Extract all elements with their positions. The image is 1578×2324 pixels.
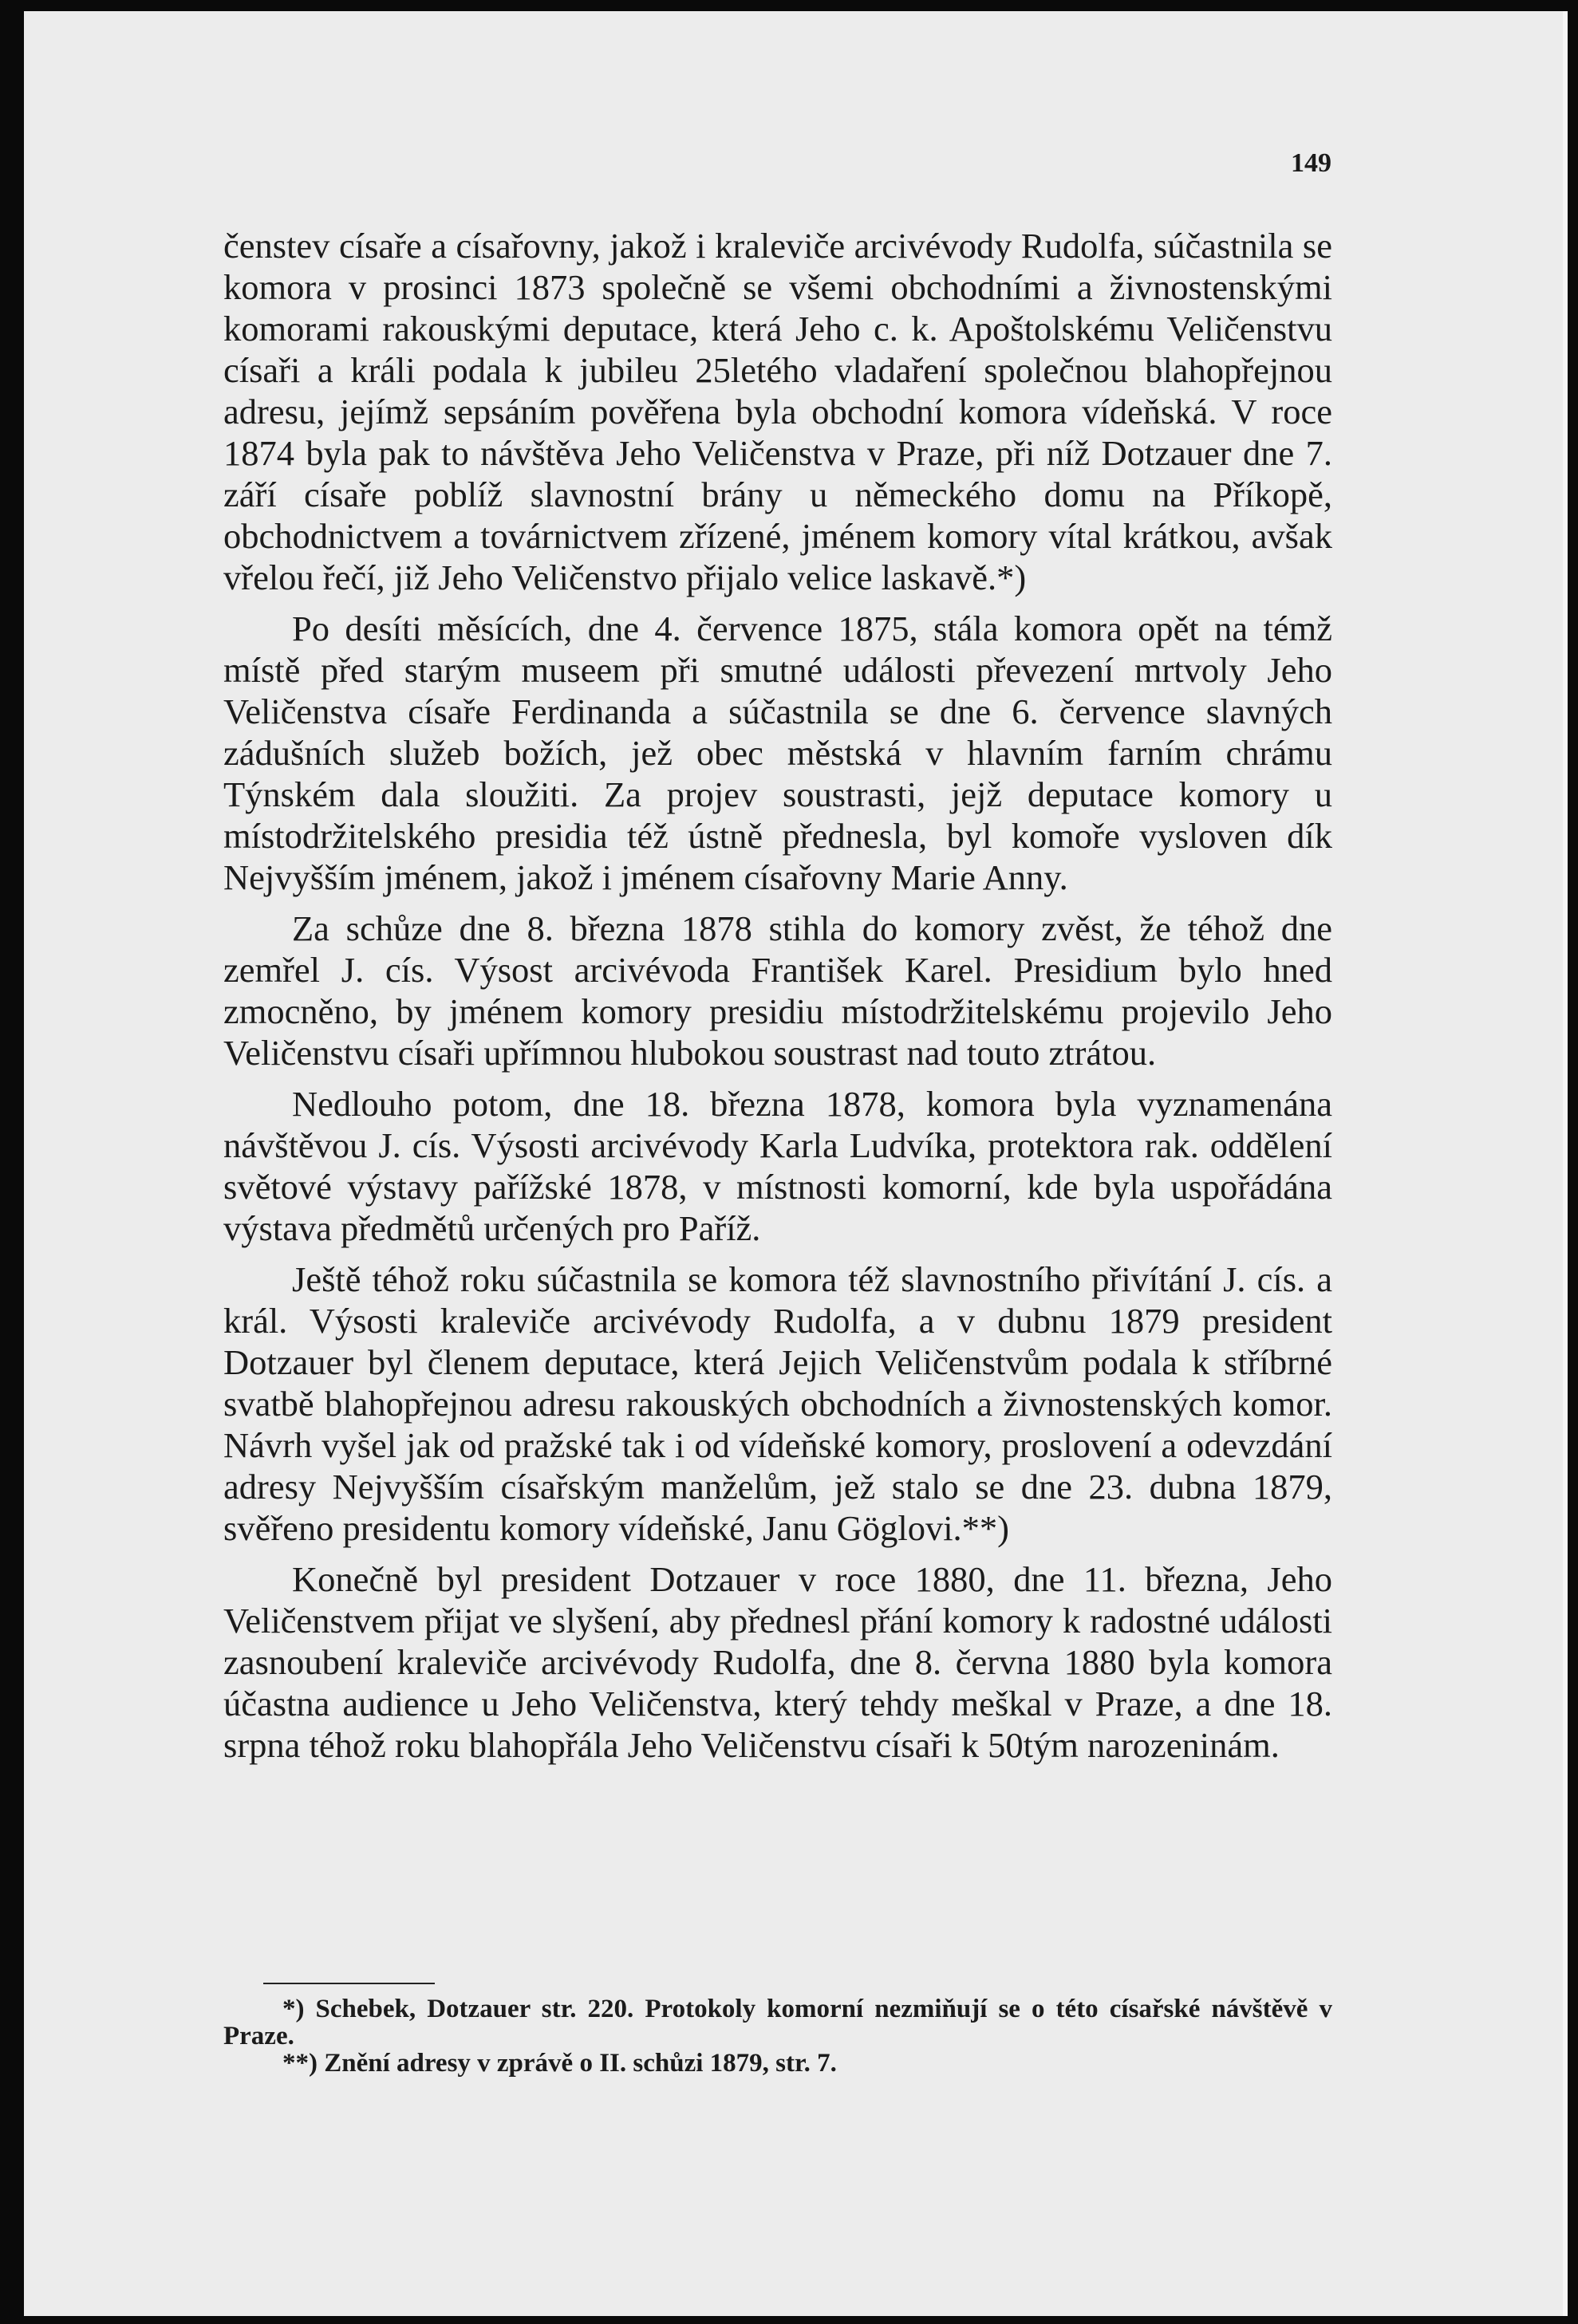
main-text [223,225,1332,1775]
paragraph-audience: Konečně byl president Dotzauer v roce 1880, dne 11. března, Jeho Veličenstvem přijat ve slyšení, aby přednesl přání komory k radostné události zasnoubení kraleviče arcivévody Rudolfa, dne 8. června 1880 byla komora účastna audience u Jeho Veličenstva, který tehdy meškal v Praze, a dne 18. srpna téhož roku blahopřála Jeho Veličenstvu císaři k 50tým narozeninám. [223,1559,1332,1765]
paragraph-silver-wedding: Ještě téhož roku súčastnila se komora též slavnostního přivítání J. cís. a král. Výsosti kraleviče arcivévody Rudolfa, a v dubnu 1879 president Dotzauer byl členem deputace, která Jejich Veličenstvům podala k stříbrné svatbě blahopřejnou adresu rakouských obchodních a živnostenských komor. Návrh vyšel jak od pražské tak i od vídeňské komory, proslovení a odevzdání adresy Nejvyšším císařským manželům, jež stalo se dne 23. dubna 1879, svěřeno presidentu komory vídeňské, Janu Göglovi.**) [223,1259,1332,1548]
paragraph-continuation: čenstev císaře a císařovny, jakož i kraleviče arcivévody Rudolfa, súčastnila se komora v prosinci 1873 společně se všemi obchodními a živnostenskými komorami rakouskými deputace, která Jeho c. k. Apoštolskému Veličenstvu císaři a králi podala k jubileu 25letého vladaření společnou blahopřejnou adresu, jejímž sepsáním pověřena byla obchodní komora vídeňská. V roce 1874 byla pak to návštěva Jeho Veličenstva v Praze, při níž Dotzauer dne 7. září císaře poblíž slavnostní brány u německého domu na Příkopě, obchodnictvem a továrnictvem zřízené, jménem komory vítal krátkou, avšak vřelou řečí, již Jeho Veličenstvo přijalo velice laskavě.*) [223,226,1332,597]
footnotes [223,1995,1332,2077]
paragraph-frantisek-karel: Za schůze dne 8. března 1878 stihla do komory zvěst, že téhož dne zemřel J. cís. Výsost arcivévoda František Karel. Presidium bylo hned zmocněno, by jménem komory presidiu místodržitelskému projevilo Jeho Veličenstvu císaři upřímnou hlubokou soustrast nad touto ztrátou. [223,908,1332,1073]
book-page [24,11,1568,2316]
footnote-2: **) Znění adresy v zprávě o II. schůzi 1879, str. 7. [282,2049,837,2078]
paragraph-ferdinand: Po desíti měsících, dne 4. července 1875, stála komora opět na témž místě před starým museem při smutné události převezení mrtvoly Jeho Veličenstva císaře Ferdinanda a súčastnila se dne 6. července slavných zádušních služeb božích, jež obec městská v hlavním farním chrámu Týnském dala sloužiti. Za projev soustrasti, jejž deputace komory u místodržitelského presidia též ústně přednesla, byl komoře vysloven dík Nejvyšším jménem, jakož i jménem císařovny Marie Anny. [223,609,1332,897]
footnote-divider [263,1983,435,1984]
footnote-1: *) Schebek, Dotzauer str. 220. Protokoly komorní nezmiňují se o této císařské návštěvě v Praze. [223,1995,1332,2050]
page-number: 149 [1291,148,1331,178]
paragraph-karel-ludvik: Nedlouho potom, dne 18. března 1878, komora byla vyznamenána návštěvou J. cís. Výsosti arcivévody Karla Ludvíka, protektora rak. oddělení světové výstavy pařížské 1878, v místnosti komorní, kde byla uspořádána výstava předmětů určených pro Paříž. [223,1084,1332,1248]
